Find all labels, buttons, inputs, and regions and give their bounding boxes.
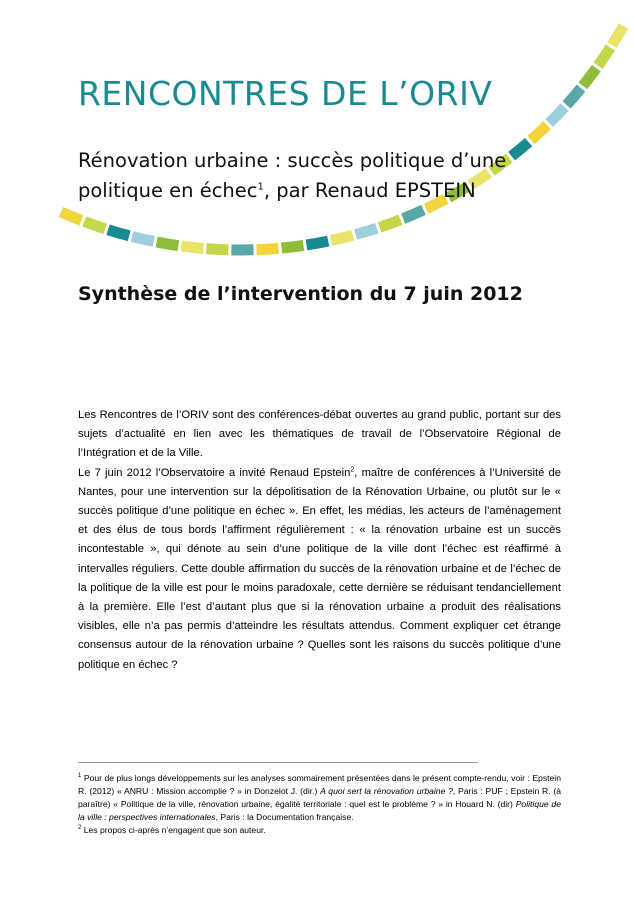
arc-segment <box>108 230 129 236</box>
arc-segment <box>282 245 304 248</box>
footnote-1-text-c: , Paris : la Documentation française. <box>215 812 354 823</box>
footnote-2 <box>78 824 561 837</box>
intro-paragraph-2a: Le 7 juin 2012 l’Observatoire a invité Renaud Epstein <box>78 466 351 479</box>
arc-segment <box>612 26 623 45</box>
arc-segment <box>567 88 581 105</box>
arc-segment <box>61 212 81 220</box>
footnote-2-text: Les propos ci-après n’engagent que son auteur. <box>81 825 266 836</box>
arc-segment <box>181 246 203 248</box>
arc-segment <box>403 210 423 219</box>
footnote-1-mark: 1 <box>78 773 82 780</box>
footnote-1-text-a: Pour de plus longs développements sur les analyses sommairement présentées dans le présent compte-rendu, voir : Epstein R. (2012) « ANRU : Mission accomplie ? » in Donzelot J. (dir.) <box>78 773 561 797</box>
arc-segment <box>206 249 228 250</box>
footnote-1 <box>78 772 561 824</box>
subtitle-line-2a: politique en échec <box>78 179 258 202</box>
subtitle-line-2b: , par Renaud EPSTEIN <box>263 179 476 202</box>
arc-segment <box>132 237 154 242</box>
arc-segment <box>549 107 564 123</box>
footnotes <box>78 772 561 837</box>
arc-segment <box>380 220 401 228</box>
intro-paragraph-1: Les Rencontres de l’ORIV sont des conférences-débat ouvertes au grand public, portant sur des sujets d’actualité en lien avec les thématiques de travail de l’Observatoire Régional de l’Intégration et de la Ville. <box>78 409 561 460</box>
intro-paragraph-2b: , maître de conférences à l’Université de Nantes, pour une intervention sur la dépolitisation de la Rénovation Urbaine, ou plutôt sur le « succès politique d’une politique en échec ». En effet, les médias, les acteurs de l’aménagement et des élus de tous bords l’affirment régulièrement : « la rénovation urbaine est un succès incontestable », qui dénote au sein d’une politique de la ville dont l’échec est réaffirmé à intervalles réguliers. Cette double affirmation du succès de la rénovation urbaine et de l’échec de la politique de la ville est pour le moins paradoxale, cette dernière se réduisant tendanciellement à la première. Elle l’est d’autant plus que si la rénovation urbaine a produit des réalisations visibles, elle n’a pas permis d’atteindre les résultats attendus. Comment expliquer cet étrange consensus autour de la rénovation urbaine ? Quelles sont les raisons du succès politique d’une politique en échec ? <box>78 466 561 671</box>
arc-segment <box>356 228 377 234</box>
arc-segment <box>531 125 547 140</box>
arc-segment <box>331 235 353 240</box>
synthese-heading: Synthèse de l’intervention du 7 juin 2012 <box>78 283 523 305</box>
subtitle-line-1: Rénovation urbaine : succès politique d’une <box>78 149 507 172</box>
footnote-ref-1[interactable]: 1 <box>257 181 264 193</box>
arc-segment <box>157 242 179 246</box>
footnote-1-text-b: , Paris : PUF ; Epstein R. (à paraître) « Politique de la ville, rénovation urbaine, égalité territoriale : quel est le problème ? » in Houard N. (dir) <box>78 786 562 810</box>
footnote-separator <box>78 762 478 763</box>
subtitle <box>78 146 578 206</box>
arc-segment <box>257 248 279 249</box>
arc-segment <box>583 68 596 86</box>
footnote-ref-2[interactable]: 2 <box>350 465 355 473</box>
footnote-2-mark: 2 <box>78 825 82 832</box>
arc-segment <box>307 241 329 245</box>
intro-text <box>78 406 561 675</box>
arc-segment <box>598 48 610 66</box>
intro-paragraph-2 <box>78 464 561 675</box>
arc-segment <box>84 222 105 229</box>
footnote-1-title-2: Politique de la ville : perspectives internationales <box>78 799 561 823</box>
header-title: RENCONTRES DE L’ORIV <box>78 74 493 113</box>
footnote-1-title-1: A quoi sert la rénovation urbaine ? <box>320 786 453 797</box>
